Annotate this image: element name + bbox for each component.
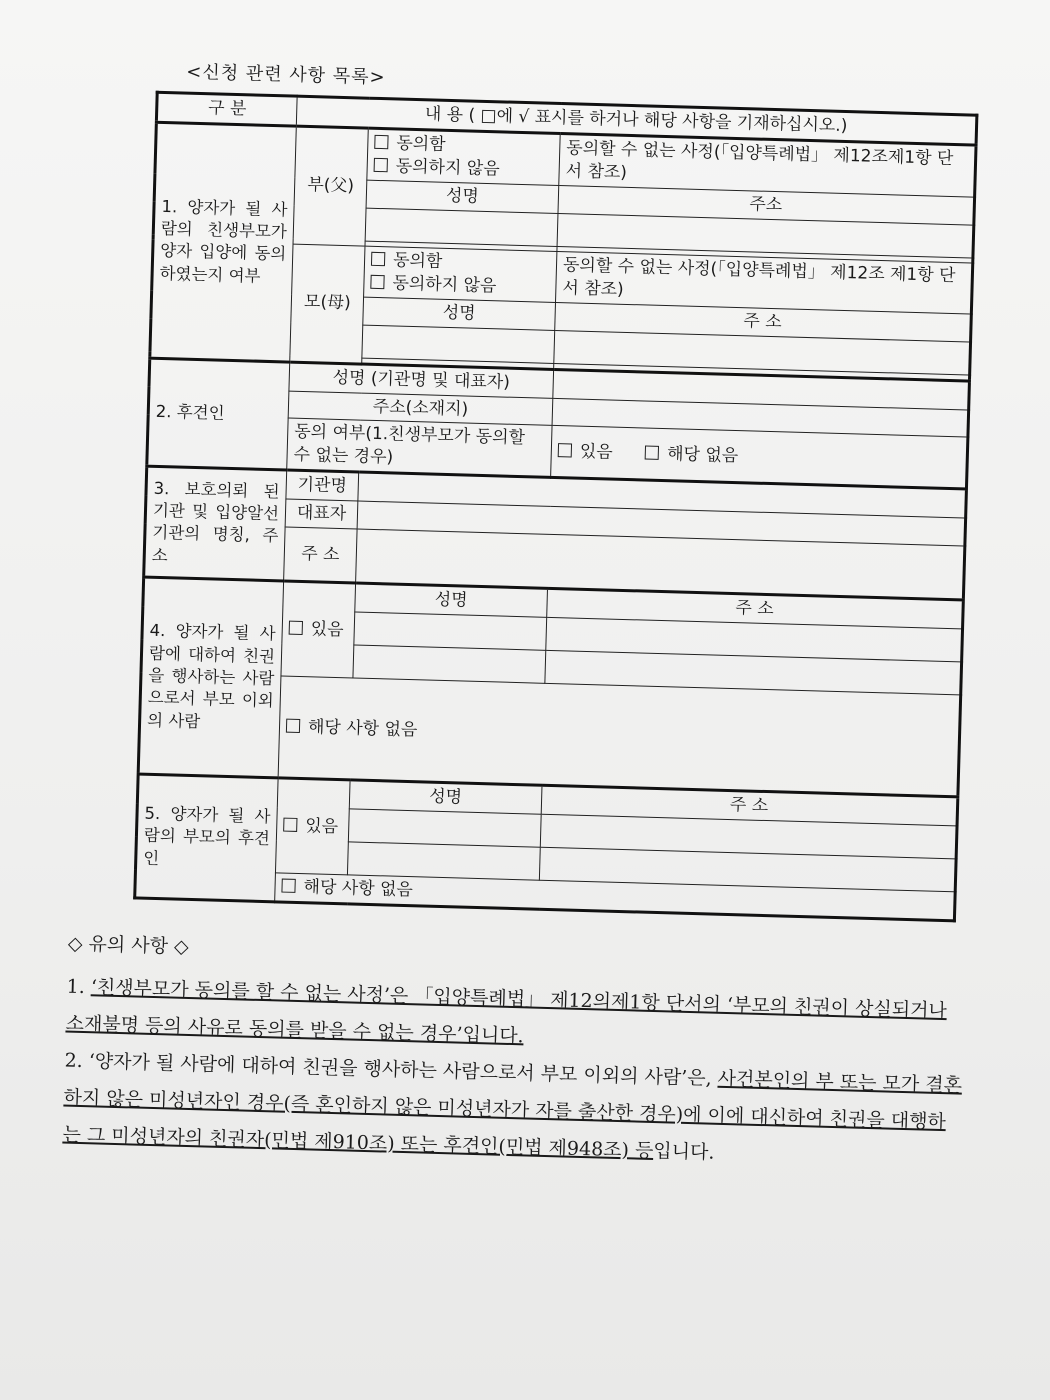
father-reason: 동의할 수 없는 사정(「입양특례법」 제12조제1항 단서 참조): [559, 133, 976, 196]
mother-reason: 동의할 수 없는 사정(「입양특례법」 제12조 제1항 단서 참조): [556, 251, 973, 313]
note-1-body: ‘친생부모가 동의를 할 수 없는 사정’은 「입양특례법」 제12의제1항 단서의 ‘부모의 친권이 상실되거나 소재불명 등의 사유로 동의를 받을 수 없는 경우’입니다.: [65, 976, 948, 1048]
header-category: 구 분: [156, 92, 297, 126]
mother-disagree-option[interactable]: 동의하지 않음: [370, 271, 550, 299]
section1-label: 1. 양자가 될 사람의 친생부모가 양자 입양에 동의하였는지 여부: [150, 122, 297, 361]
father-disagree-option[interactable]: 동의하지 않음: [373, 155, 553, 183]
guardian-name-label: 성명 (기관명 및 대표자): [289, 362, 554, 398]
section4-name-field[interactable]: [353, 645, 546, 683]
checkbox-icon[interactable]: [289, 621, 303, 635]
notes-heading: ◇ 유의 사항 ◇: [67, 932, 189, 958]
section5-name-label: 성명: [349, 780, 542, 814]
checkbox-icon[interactable]: [370, 274, 384, 288]
header-contents: 내 용 ( □에 √ 표시를 하거나 해당 사항을 기재하십시오.): [296, 96, 977, 145]
org-rep-label: 대표자: [285, 499, 358, 529]
section5-name-field[interactable]: [348, 809, 541, 847]
checkbox-icon[interactable]: [558, 443, 572, 457]
checkbox-icon[interactable]: [371, 252, 385, 266]
section5-name-field[interactable]: [347, 842, 540, 880]
form-page: [64, 45, 975, 1178]
checkbox-icon[interactable]: [283, 818, 297, 832]
father-name-label: 성명: [366, 180, 559, 213]
note-2-body: 사건본인의 부 또는 모가 결혼하지 않은 미성년자인 경우(즉 혼인하지 않은 미성년자가 자를 출산한 경우)에 이에 대신하여 친권을 대행하는 그 미성년자의 친권자(민법 제910조) 또는 후견인(민법 제948조) 등: [62, 1067, 963, 1163]
section5-address-label: 주 소: [541, 785, 958, 826]
application-items-table: [133, 91, 978, 923]
mother-name-label: 성명: [363, 297, 556, 330]
org-name-label: 기관명: [286, 470, 359, 501]
form-title: <신청 관련 사항 목록>: [185, 61, 386, 89]
checkbox-icon[interactable]: [374, 135, 388, 149]
section4-none-option[interactable]: 해당 사항 없음: [278, 676, 961, 797]
note-1: 1. ‘친생부모가 동의를 할 수 없는 사정’은 「입양특례법」 제12의제1항 단서의 ‘부모의 친권이 상실되거나 소재불명 등의 사유로 동의를 받을 수 없는 경우’입니다.: [65, 975, 948, 1048]
father-agree-option[interactable]: 동의함: [374, 132, 554, 160]
guardian-none-option[interactable]: 해당 없음: [645, 443, 739, 466]
section4-address-label: 주 소: [547, 589, 964, 630]
org-address-label: 주 소: [284, 527, 357, 583]
father-consent-options: [367, 128, 560, 185]
checkbox-icon[interactable]: [286, 718, 300, 732]
checkbox-icon[interactable]: [374, 158, 388, 172]
notes-section: [62, 926, 968, 1179]
section4-name-field[interactable]: [354, 612, 547, 650]
father-label: 부(父): [293, 126, 368, 246]
section5-none-option[interactable]: 해당 사항 없음: [275, 873, 956, 921]
section4-label: 4. 양자가 될 사람에 대하여 친권을 행사하는 사람으로서 부모 이외의 사람: [138, 577, 283, 778]
mother-name-field[interactable]: [362, 325, 555, 363]
mother-consent-options: [364, 246, 557, 302]
father-address-label: 주소: [558, 185, 975, 225]
mother-agree-option[interactable]: 동의함: [371, 249, 551, 277]
father-name-field[interactable]: [365, 208, 558, 246]
checkbox-icon[interactable]: [645, 445, 659, 459]
section4-yes-option[interactable]: 있음: [281, 581, 356, 678]
guardian-yes-option[interactable]: 있음: [558, 441, 613, 463]
section2-label: 2. 후견인: [147, 358, 290, 471]
mother-address-label: 주 소: [555, 302, 972, 342]
note-2: 2. ‘양자가 될 사람에 대하여 친권을 행사하는 사람으로서 부모 이외의 사람’은, 사건본인의 부 또는 모가 결혼하지 않은 미성년자인 경우(즉 혼인하지 않은 미성년자가 자를 출산한 경우)에 이에 대신하여 친권을 대행하는 그 미성년자의 친권자(민법 제910조) 또는 후견인(민법 제948조) 등입니다.: [62, 1049, 963, 1164]
mother-label: 모(母): [290, 244, 365, 364]
section5-label: 5. 양자가 될 사람의 부모의 후견인: [135, 774, 278, 902]
section4-name-label: 성명: [355, 583, 548, 617]
section3-label: 3. 보호의뢰 된 기관 및 입양알선 기관의 명칭, 주소: [144, 466, 287, 581]
guardian-consent-label: 동의 여부(1.친생부모가 동의할 수 없는 경우): [287, 418, 552, 477]
section5-yes-option[interactable]: 있음: [275, 778, 350, 875]
guardian-address-label: 주소(소재지): [288, 391, 553, 426]
checkbox-icon[interactable]: [281, 879, 295, 893]
